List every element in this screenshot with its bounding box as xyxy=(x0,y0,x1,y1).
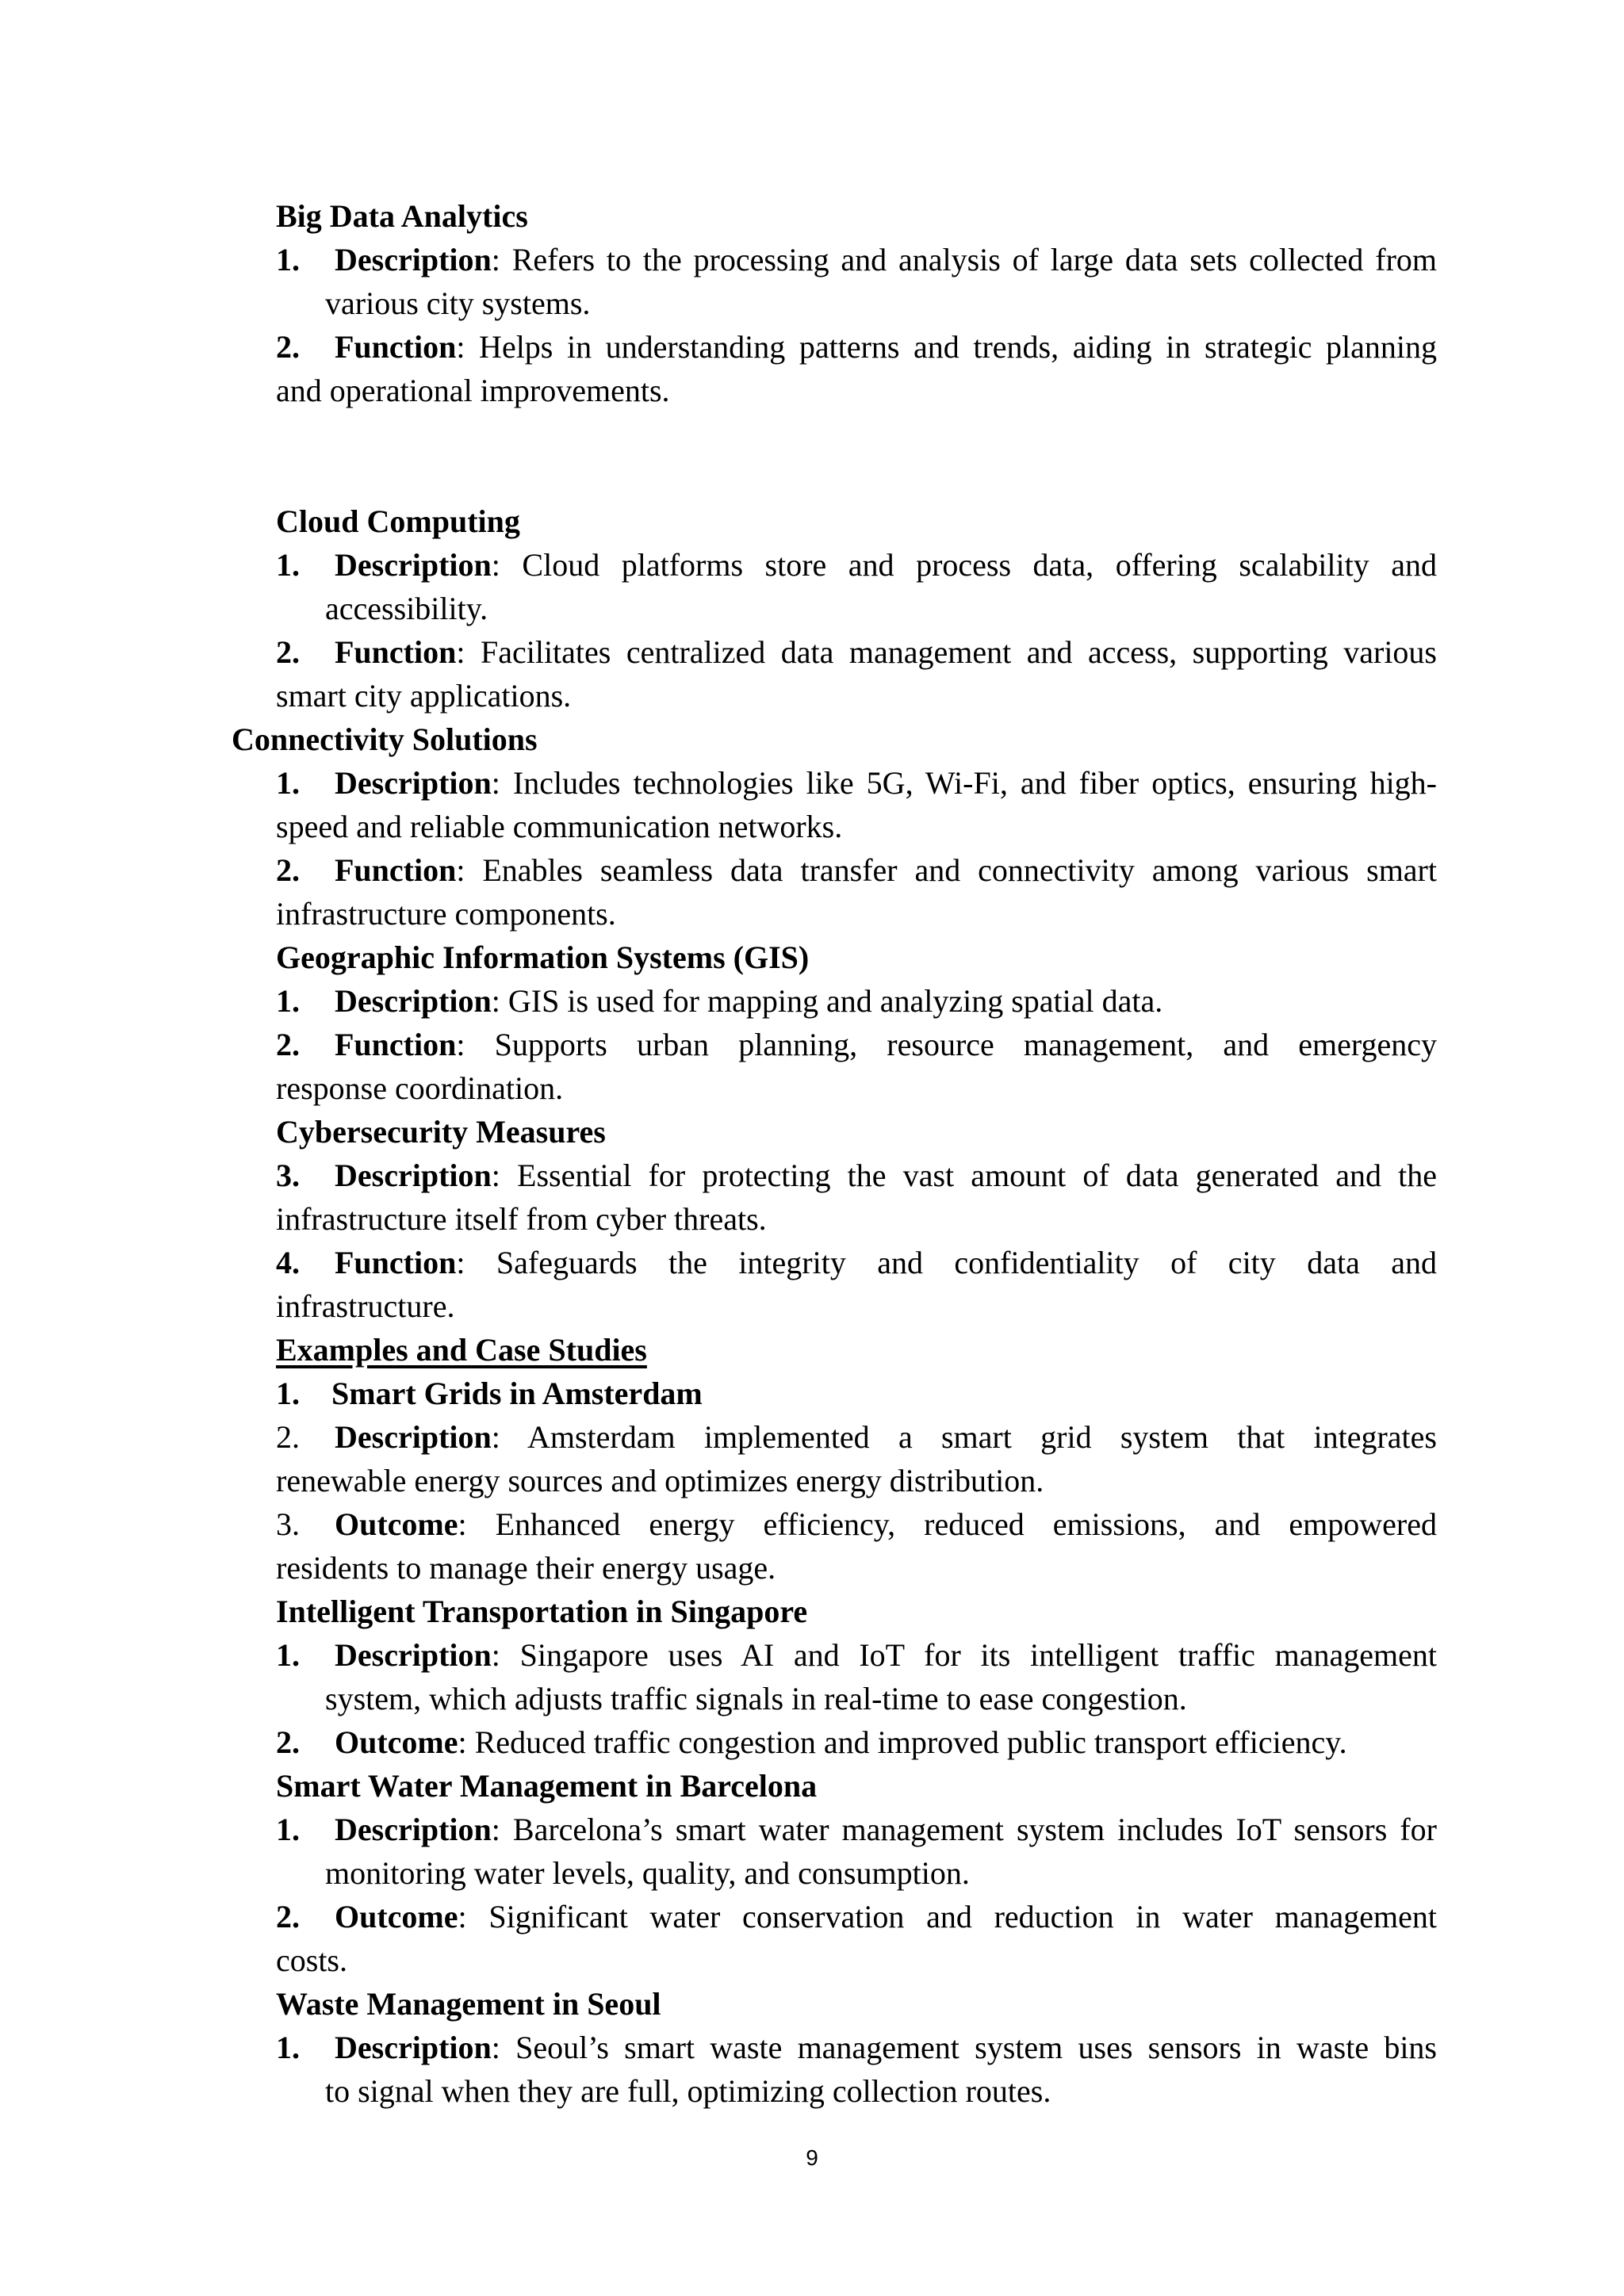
list-item: 3. Outcome: Enhanced energy efficiency, reduced emissions, and empowered xyxy=(276,1506,1437,1542)
list-item: 3. Description: Essential for protecting the vast amount of data generated and the xyxy=(276,1158,1437,1193)
list-item: 1. Description: Includes technologies like 5G, Wi-Fi, and fiber optics, ensuring high- xyxy=(276,765,1437,801)
list-item: 2. Function: Helps in understanding patterns and trends, aiding in strategic planning xyxy=(276,329,1437,365)
list-item-continuation: various city systems. xyxy=(325,285,591,321)
list-item: 1. Description: Seoul’s smart waste management system uses sensors in waste bins xyxy=(276,2030,1437,2065)
list-item: 2. Description: Amsterdam implemented a smart grid system that integrates xyxy=(276,1419,1437,1455)
list-item: 4. Function: Safeguards the integrity and confidentiality of city data and xyxy=(276,1245,1437,1280)
list-item: 2. Outcome: Reduced traffic congestion and improved public transport efficiency. xyxy=(276,1724,1347,1760)
list-item-continuation: accessibility. xyxy=(325,591,488,626)
section-heading-cybersecurity: Cybersecurity Measures xyxy=(276,1114,606,1150)
list-item-continuation: response coordination. xyxy=(276,1070,564,1106)
subsection-heading-singapore: Intelligent Transportation in Singapore xyxy=(276,1594,808,1629)
list-item-continuation: renewable energy sources and optimizes energy distribution. xyxy=(276,1463,1044,1498)
list-item-continuation: smart city applications. xyxy=(276,678,572,714)
subsection-heading-seoul: Waste Management in Seoul xyxy=(276,1986,661,2022)
section-heading-connectivity: Connectivity Solutions xyxy=(232,721,538,757)
list-item-continuation: system, which adjusts traffic signals in real-time to ease congestion. xyxy=(325,1681,1187,1716)
section-heading-cloud: Cloud Computing xyxy=(276,503,520,539)
list-item-continuation: monitoring water levels, quality, and consumption. xyxy=(325,1855,970,1891)
section-heading-examples: Examples and Case Studies xyxy=(276,1332,647,1368)
list-item: 2. Function: Facilitates centralized data management and access, supporting various xyxy=(276,634,1437,670)
list-item-continuation: infrastructure itself from cyber threats. xyxy=(276,1201,767,1237)
list-item-continuation: residents to manage their energy usage. xyxy=(276,1550,776,1586)
page-number: 9 xyxy=(806,2145,818,2170)
list-item: 2. Outcome: Significant water conservation and reduction in water management xyxy=(276,1899,1437,1934)
list-item-continuation: infrastructure. xyxy=(276,1288,455,1324)
list-item-continuation: infrastructure components. xyxy=(276,896,616,932)
list-item-continuation: and operational improvements. xyxy=(276,373,670,408)
subsection-heading-amsterdam: 1. Smart Grids in Amsterdam xyxy=(276,1376,703,1411)
list-item: 1. Description: Barcelona’s smart water management system includes IoT sensors for xyxy=(276,1812,1437,1847)
section-heading-gis: Geographic Information Systems (GIS) xyxy=(276,939,810,975)
list-item-continuation: to signal when they are full, optimizing collection routes. xyxy=(325,2073,1051,2109)
list-item: 1. Description: Singapore uses AI and IoT for its intelligent traffic management xyxy=(276,1637,1437,1673)
list-item: 1. Description: GIS is used for mapping and analyzing spatial data. xyxy=(276,983,1163,1019)
list-item: 1. Description: Cloud platforms store and process data, offering scalability and xyxy=(276,547,1437,583)
list-item-continuation: costs. xyxy=(276,1942,347,1978)
subsection-heading-barcelona: Smart Water Management in Barcelona xyxy=(276,1768,818,1804)
section-heading-big-data: Big Data Analytics xyxy=(276,198,528,234)
list-item: 2. Function: Supports urban planning, resource management, and emergency xyxy=(276,1027,1437,1062)
list-item-continuation: speed and reliable communication networks. xyxy=(276,809,843,844)
list-item: 1. Description: Refers to the processing and analysis of large data sets collected from xyxy=(276,242,1437,277)
list-item: 2. Function: Enables seamless data transfer and connectivity among various smart xyxy=(276,852,1437,888)
